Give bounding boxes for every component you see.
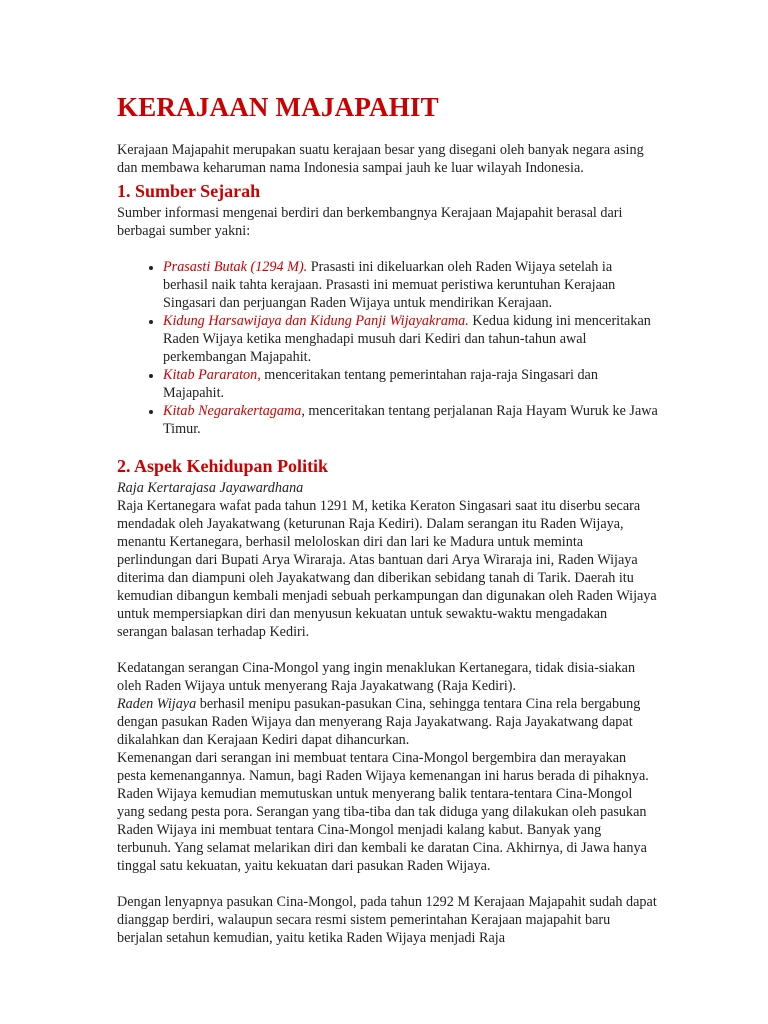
- section-2-paragraph-2b: [117, 695, 658, 749]
- raden-wijaya-italic: Raden Wijaya: [117, 696, 197, 712]
- document-title: KERAJAAN MAJAPAHIT: [117, 92, 439, 122]
- source-title: Kitab Pararaton,: [163, 367, 261, 383]
- source-description: Prasasti ini dikeluarkan oleh Raden Wijaya setelah ia berhasil naik tahta kerajaan. Prasasti ini memuat peristiwa keruntuhan Kerajaan Singasari dan perjuangan Raden Wijaya untuk mendirikan Kerajaan.: [163, 259, 616, 311]
- list-item: [163, 366, 658, 402]
- list-item: [163, 312, 658, 366]
- section-2-paragraph-1: Raja Kertanegara wafat pada tahun 1291 M, ketika Keraton Singasari saat itu diserbu secara mendadak oleh Jayakatwang (keturunan Raja Kediri). Dalam serangan itu Raden Wijaya, menantu Kertanegara, berhasil meloloskan diri dan lari ke Madura untuk meminta perlindungan dari Bupati Arya Wiraraja. Atas bantuan dari Arya Wiraraja ini, Raden Wijaya diterima dan diampuni oleh Jayakatwang dan diberikan sebidang tanah di Tarik. Daerah itu kemudian dibangun kembali menjadi sebuah perkampungan dan digunakan oleh Raden Wijaya untuk mempersiapkan diri dan menyusun kekuatan untuk sewaktu-waktu mengadakan serangan balasan terhadap Kediri.: [117, 498, 657, 640]
- section-2-paragraph-3: Dengan lenyapnya pasukan Cina-Mongol, pada tahun 1292 M Kerajaan Majapahit sudah dapat dianggap berdiri, walaupun secara resmi sistem pemerintahan Kerajaan majapahit baru berjalan setahun kemudian, yaitu ketika Raden Wijaya menjadi Raja: [117, 894, 657, 946]
- sources-list: [117, 258, 658, 438]
- list-item: [163, 258, 658, 312]
- source-title: Prasasti Butak (1294 M).: [163, 259, 308, 275]
- intro-paragraph: Kerajaan Majapahit merupakan suatu kerajaan besar yang disegani oleh banyak negara asing dan membawa keharuman nama Indonesia sampai jauh ke luar wilayah Indonesia.: [117, 142, 644, 176]
- source-description: Kedua kidung ini menceritakan Raden Wijaya ketika menghadapi musuh dari Kediri dan tahun-tahun awal perkembangan Majapahit.: [163, 313, 651, 365]
- section-1-text: Sumber informasi mengenai berdiri dan berkembangnya Kerajaan Majapahit berasal dari berbagai sumber yakni:: [117, 205, 623, 239]
- list-item: [163, 402, 658, 438]
- source-title: Kidung Harsawijaya dan Kidung Panji Wijayakrama.: [163, 313, 469, 329]
- section-1-heading: 1. Sumber Sejarah: [117, 181, 261, 201]
- section-2-subheading: Raja Kertarajasa Jayawardhana: [117, 480, 304, 496]
- source-title: Kitab Negarakertagama: [163, 403, 302, 419]
- source-description: menceritakan tentang pemerintahan raja-raja Singasari dan Majapahit.: [163, 367, 598, 401]
- section-2-paragraph-2c: Kemenangan dari serangan ini membuat tentara Cina-Mongol bergembira dan merayakan pesta kemenangannya. Namun, bagi Raden Wijaya kemenangan ini harus berada di pihaknya. Raden Wijaya kemudian memutuskan untuk menyerang balik tentara-tentara Cina-Mongol yang sedang pesta pora. Serangan yang tiba-tiba dan tak diduga yang dilakukan oleh pasukan Raden Wijaya ini membuat tentara Cina-Mongol menjadi kalang kabut. Banyak yang terbunuh. Yang selamat melarikan diri dan kembali ke daratan Cina. Akhirnya, di Jawa hanya tinggal satu kekuatan, yaitu kekuatan dari pasukan Raden Wijaya.: [117, 750, 649, 874]
- section-2-heading: 2. Aspek Kehidupan Politik: [117, 456, 329, 476]
- section-2-paragraph-2a: Kedatangan serangan Cina-Mongol yang ingin menaklukan Kertanegara, tidak disia-siakan oleh Raden Wijaya untuk menyerang Raja Jayakatwang (Raja Kediri).: [117, 660, 636, 694]
- paragraph-2b-text: berhasil menipu pasukan-pasukan Cina, sehingga tentara Cina rela bergabung dengan pasukan Raden Wijaya dan menyerang Raja Jayakatwang. Raja Jayakatwang dapat dikalahkan dan Kerajaan Kediri dapat dihancurkan.: [117, 696, 641, 748]
- source-description: , menceritakan tentang perjalanan Raja Hayam Wuruk ke Jawa Timur.: [163, 403, 658, 437]
